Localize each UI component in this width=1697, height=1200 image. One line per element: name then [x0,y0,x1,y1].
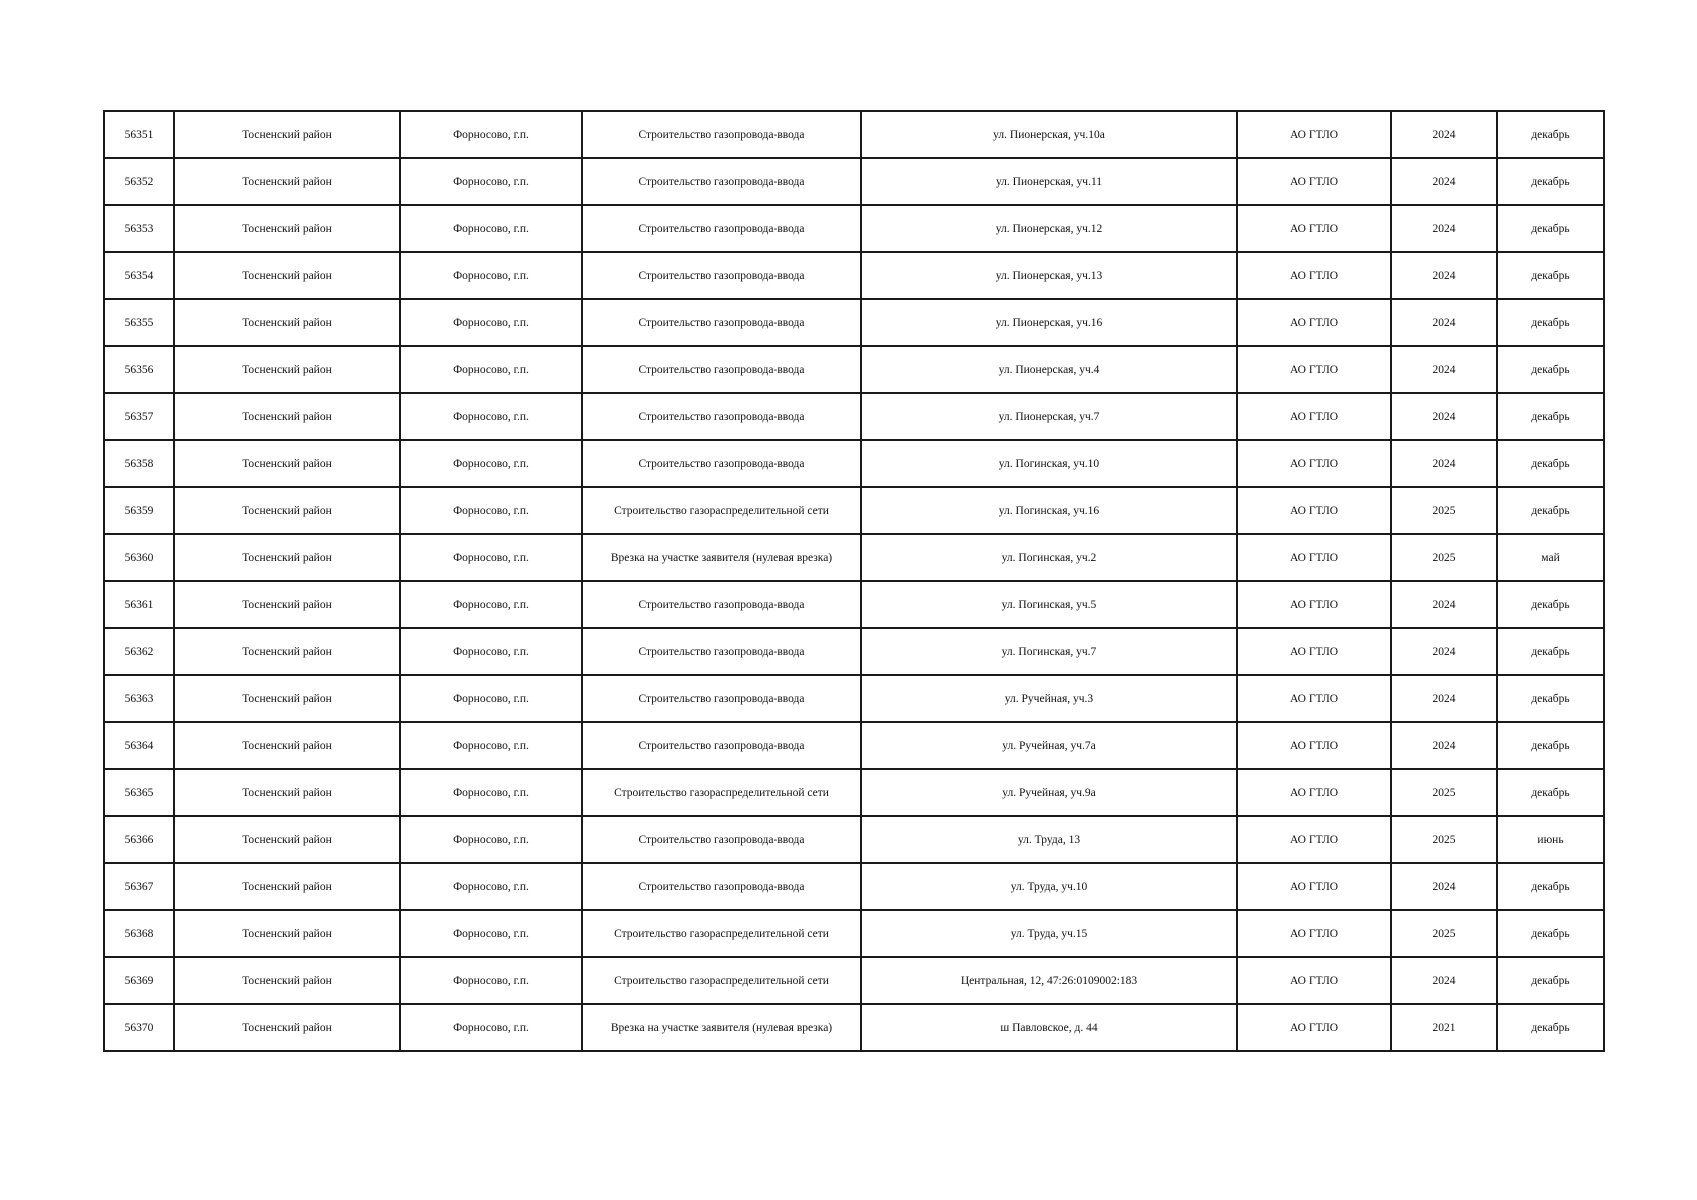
cell-organization: АО ГТЛО [1237,205,1391,252]
cell-id: 56360 [104,534,174,581]
cell-address: ул. Пионерская, уч.4 [861,346,1237,393]
cell-district: Тосненский район [174,910,400,957]
cell-month: декабрь [1497,487,1604,534]
table-row [104,487,1604,534]
cell-settlement: Форносово, г.п. [400,252,582,299]
table-row [104,393,1604,440]
cell-year: 2024 [1391,581,1497,628]
cell-district: Тосненский район [174,769,400,816]
cell-settlement: Форносово, г.п. [400,581,582,628]
cell-settlement: Форносово, г.п. [400,816,582,863]
cell-address: ул. Погинская, уч.7 [861,628,1237,675]
cell-address: ул. Погинская, уч.5 [861,581,1237,628]
cell-organization: АО ГТЛО [1237,534,1391,581]
cell-month: декабрь [1497,863,1604,910]
cell-year: 2024 [1391,158,1497,205]
cell-district: Тосненский район [174,581,400,628]
cell-district: Тосненский район [174,440,400,487]
cell-year: 2024 [1391,205,1497,252]
cell-year: 2024 [1391,299,1497,346]
cell-id: 56364 [104,722,174,769]
table-row [104,252,1604,299]
cell-address: ул. Пионерская, уч.7 [861,393,1237,440]
cell-address: ул. Труда, 13 [861,816,1237,863]
cell-settlement: Форносово, г.п. [400,534,582,581]
cell-year: 2025 [1391,487,1497,534]
cell-id: 56362 [104,628,174,675]
cell-organization: АО ГТЛО [1237,769,1391,816]
cell-id: 56357 [104,393,174,440]
cell-year: 2024 [1391,863,1497,910]
cell-organization: АО ГТЛО [1237,158,1391,205]
cell-work-type: Строительство газораспределительной сети [582,769,861,816]
table-row [104,111,1604,158]
cell-organization: АО ГТЛО [1237,957,1391,1004]
cell-settlement: Форносово, г.п. [400,863,582,910]
cell-year: 2024 [1391,957,1497,1004]
cell-district: Тосненский район [174,487,400,534]
table-row [104,957,1604,1004]
table-row [104,628,1604,675]
cell-address: ул. Пионерская, уч.10а [861,111,1237,158]
cell-year: 2025 [1391,816,1497,863]
cell-address: ул. Погинская, уч.10 [861,440,1237,487]
cell-work-type: Строительство газопровода-ввода [582,205,861,252]
table-row [104,722,1604,769]
cell-work-type: Строительство газопровода-ввода [582,581,861,628]
table-row [104,581,1604,628]
cell-address: ул. Погинская, уч.16 [861,487,1237,534]
cell-settlement: Форносово, г.п. [400,440,582,487]
cell-organization: АО ГТЛО [1237,299,1391,346]
cell-settlement: Форносово, г.п. [400,299,582,346]
cell-month: декабрь [1497,205,1604,252]
cell-organization: АО ГТЛО [1237,487,1391,534]
cell-address: ул. Ручейная, уч.9а [861,769,1237,816]
gasification-table [103,110,1605,1052]
cell-year: 2021 [1391,1004,1497,1051]
cell-month: декабрь [1497,346,1604,393]
cell-month: декабрь [1497,1004,1604,1051]
cell-work-type: Строительство газопровода-ввода [582,346,861,393]
cell-month: июнь [1497,816,1604,863]
cell-organization: АО ГТЛО [1237,346,1391,393]
table-row [104,816,1604,863]
cell-year: 2024 [1391,111,1497,158]
cell-id: 56351 [104,111,174,158]
cell-settlement: Форносово, г.п. [400,957,582,1004]
table-row [104,346,1604,393]
cell-district: Тосненский район [174,393,400,440]
cell-district: Тосненский район [174,252,400,299]
cell-month: декабрь [1497,675,1604,722]
table-row [104,769,1604,816]
table-row [104,158,1604,205]
cell-address: ул. Пионерская, уч.13 [861,252,1237,299]
cell-month: декабрь [1497,440,1604,487]
cell-address: ул. Труда, уч.10 [861,863,1237,910]
cell-district: Тосненский район [174,205,400,252]
cell-id: 56361 [104,581,174,628]
cell-district: Тосненский район [174,863,400,910]
cell-id: 56352 [104,158,174,205]
cell-month: декабрь [1497,628,1604,675]
cell-year: 2024 [1391,252,1497,299]
cell-month: декабрь [1497,910,1604,957]
cell-organization: АО ГТЛО [1237,1004,1391,1051]
cell-month: декабрь [1497,769,1604,816]
cell-address: ш Павловское, д. 44 [861,1004,1237,1051]
cell-settlement: Форносово, г.п. [400,910,582,957]
cell-month: декабрь [1497,252,1604,299]
cell-organization: АО ГТЛО [1237,675,1391,722]
cell-work-type: Строительство газораспределительной сети [582,957,861,1004]
cell-id: 56356 [104,346,174,393]
cell-settlement: Форносово, г.п. [400,393,582,440]
cell-year: 2025 [1391,769,1497,816]
cell-work-type: Врезка на участке заявителя (нулевая врезка) [582,1004,861,1051]
cell-month: декабрь [1497,299,1604,346]
table-row [104,910,1604,957]
cell-settlement: Форносово, г.п. [400,205,582,252]
cell-address: ул. Погинская, уч.2 [861,534,1237,581]
cell-work-type: Строительство газопровода-ввода [582,111,861,158]
cell-work-type: Строительство газопровода-ввода [582,628,861,675]
cell-work-type: Строительство газопровода-ввода [582,440,861,487]
cell-year: 2025 [1391,534,1497,581]
cell-id: 56369 [104,957,174,1004]
table-body [104,111,1604,1051]
table-row [104,863,1604,910]
cell-organization: АО ГТЛО [1237,863,1391,910]
cell-work-type: Строительство газопровода-ввода [582,393,861,440]
table-row [104,205,1604,252]
cell-settlement: Форносово, г.п. [400,1004,582,1051]
cell-district: Тосненский район [174,1004,400,1051]
cell-address: ул. Ручейная, уч.7а [861,722,1237,769]
cell-address: ул. Пионерская, уч.11 [861,158,1237,205]
cell-organization: АО ГТЛО [1237,722,1391,769]
cell-district: Тосненский район [174,816,400,863]
cell-work-type: Строительство газопровода-ввода [582,816,861,863]
cell-id: 56367 [104,863,174,910]
cell-year: 2024 [1391,628,1497,675]
cell-settlement: Форносово, г.п. [400,722,582,769]
cell-district: Тосненский район [174,158,400,205]
cell-organization: АО ГТЛО [1237,393,1391,440]
cell-work-type: Строительство газораспределительной сети [582,487,861,534]
cell-address: ул. Труда, уч.15 [861,910,1237,957]
cell-district: Тосненский район [174,111,400,158]
cell-month: май [1497,534,1604,581]
cell-year: 2024 [1391,675,1497,722]
cell-year: 2024 [1391,346,1497,393]
cell-organization: АО ГТЛО [1237,111,1391,158]
cell-district: Тосненский район [174,346,400,393]
cell-id: 56359 [104,487,174,534]
cell-id: 56363 [104,675,174,722]
cell-month: декабрь [1497,581,1604,628]
cell-year: 2024 [1391,393,1497,440]
cell-settlement: Форносово, г.п. [400,769,582,816]
cell-district: Тосненский район [174,534,400,581]
cell-organization: АО ГТЛО [1237,816,1391,863]
cell-district: Тосненский район [174,675,400,722]
table-row [104,534,1604,581]
cell-month: декабрь [1497,393,1604,440]
cell-settlement: Форносово, г.п. [400,675,582,722]
cell-work-type: Строительство газораспределительной сети [582,910,861,957]
cell-year: 2024 [1391,722,1497,769]
cell-settlement: Форносово, г.п. [400,346,582,393]
cell-id: 56358 [104,440,174,487]
cell-work-type: Строительство газопровода-ввода [582,158,861,205]
cell-work-type: Строительство газопровода-ввода [582,299,861,346]
cell-settlement: Форносово, г.п. [400,158,582,205]
cell-work-type: Врезка на участке заявителя (нулевая врезка) [582,534,861,581]
cell-id: 56370 [104,1004,174,1051]
cell-address: Центральная, 12, 47:26:0109002:183 [861,957,1237,1004]
cell-district: Тосненский район [174,299,400,346]
cell-organization: АО ГТЛО [1237,252,1391,299]
table-row [104,299,1604,346]
cell-address: ул. Пионерская, уч.16 [861,299,1237,346]
table-row [104,440,1604,487]
cell-address: ул. Пионерская, уч.12 [861,205,1237,252]
cell-id: 56365 [104,769,174,816]
cell-organization: АО ГТЛО [1237,628,1391,675]
cell-district: Тосненский район [174,957,400,1004]
cell-settlement: Форносово, г.п. [400,628,582,675]
cell-work-type: Строительство газопровода-ввода [582,863,861,910]
cell-month: декабрь [1497,722,1604,769]
cell-year: 2024 [1391,440,1497,487]
cell-id: 56368 [104,910,174,957]
table-row [104,675,1604,722]
cell-work-type: Строительство газопровода-ввода [582,252,861,299]
cell-year: 2025 [1391,910,1497,957]
cell-district: Тосненский район [174,722,400,769]
cell-organization: АО ГТЛО [1237,581,1391,628]
cell-work-type: Строительство газопровода-ввода [582,675,861,722]
cell-id: 56366 [104,816,174,863]
cell-settlement: Форносово, г.п. [400,487,582,534]
cell-district: Тосненский район [174,628,400,675]
cell-month: декабрь [1497,158,1604,205]
cell-work-type: Строительство газопровода-ввода [582,722,861,769]
cell-id: 56354 [104,252,174,299]
cell-organization: АО ГТЛО [1237,910,1391,957]
cell-address: ул. Ручейная, уч.3 [861,675,1237,722]
cell-month: декабрь [1497,111,1604,158]
cell-organization: АО ГТЛО [1237,440,1391,487]
cell-id: 56355 [104,299,174,346]
cell-month: декабрь [1497,957,1604,1004]
cell-settlement: Форносово, г.п. [400,111,582,158]
table-row [104,1004,1604,1051]
cell-id: 56353 [104,205,174,252]
